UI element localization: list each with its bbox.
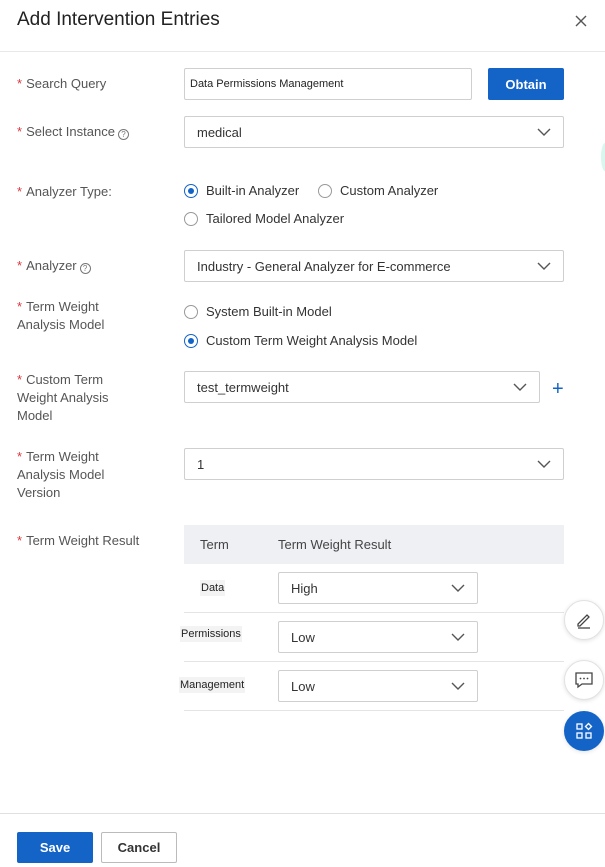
model-version-label: * Term Weight Analysis Model Version — [17, 449, 105, 500]
close-icon[interactable] — [573, 13, 589, 29]
edit-float-button[interactable] — [564, 600, 604, 640]
radio-empty-icon — [318, 184, 332, 198]
required-mark: * — [17, 76, 23, 91]
save-button[interactable]: Save — [17, 832, 93, 863]
select-instance-label: * Select Instance ? — [17, 123, 167, 141]
search-query-label: * Search Query — [17, 76, 107, 91]
add-model-icon[interactable]: + — [552, 378, 564, 400]
apps-icon — [575, 722, 593, 740]
chevron-down-icon — [513, 383, 527, 391]
chevron-down-icon — [537, 262, 551, 270]
chevron-down-icon — [451, 682, 465, 690]
custom-model-dropdown[interactable]: test_termweight — [184, 371, 540, 403]
custom-model-label: * Custom Term Weight Analysis Model — [17, 372, 109, 423]
chevron-down-icon — [537, 128, 551, 136]
apps-float-button[interactable] — [564, 711, 604, 751]
radio-built-in-analyzer[interactable]: Built-in Analyzer — [184, 183, 299, 198]
radio-selected-icon — [184, 334, 198, 348]
required-mark: * — [17, 258, 23, 273]
obtain-button[interactable]: Obtain — [488, 68, 564, 100]
model-version-dropdown[interactable]: 1 — [184, 448, 564, 480]
row-divider — [184, 661, 564, 662]
table-header — [184, 525, 564, 564]
analyzer-type-label: * Analyzer Type: — [17, 184, 112, 199]
feedback-float-button[interactable] — [564, 660, 604, 700]
search-query-input[interactable]: Data Permissions Management — [184, 68, 472, 100]
column-header-result: Term Weight Result — [278, 537, 392, 552]
edit-icon — [575, 611, 593, 629]
required-mark: * — [17, 533, 23, 548]
row-divider — [184, 612, 564, 613]
chevron-down-icon — [451, 584, 465, 592]
table-row-term: Management — [180, 679, 245, 691]
footer-divider — [0, 813, 605, 814]
side-accent — [601, 143, 605, 171]
dialog-header — [0, 0, 605, 52]
cancel-button[interactable]: Cancel — [101, 832, 177, 863]
select-instance-dropdown[interactable]: medical — [184, 116, 564, 148]
radio-custom-analyzer[interactable]: Custom Analyzer — [318, 183, 438, 198]
result-dropdown[interactable]: Low — [278, 670, 478, 702]
chevron-down-icon — [537, 460, 551, 468]
column-header-term: Term — [200, 537, 229, 552]
required-mark: * — [17, 372, 23, 387]
chevron-down-icon — [451, 633, 465, 641]
chat-icon — [574, 671, 594, 689]
result-dropdown[interactable]: Low — [278, 621, 478, 653]
analyzer-dropdown[interactable]: Industry - General Analyzer for E-commerce — [184, 250, 564, 282]
radio-custom-term-weight-model[interactable]: Custom Term Weight Analysis Model — [184, 333, 417, 348]
radio-empty-icon — [184, 305, 198, 319]
required-mark: * — [17, 124, 23, 139]
table-row-term: Data — [201, 582, 225, 594]
required-mark: * — [17, 184, 23, 199]
term-weight-result-label: * Term Weight Result — [17, 533, 140, 548]
dialog-title: Add Intervention Entries — [17, 9, 220, 30]
required-mark: * — [17, 449, 23, 464]
analyzer-label: * Analyzer ? — [17, 257, 167, 275]
help-icon[interactable]: ? — [118, 129, 129, 140]
table-row-term: Permissions — [181, 628, 241, 640]
radio-tailored-model-analyzer[interactable]: Tailored Model Analyzer — [184, 211, 344, 226]
radio-system-built-in-model[interactable]: System Built-in Model — [184, 304, 332, 319]
term-weight-model-label: * Term Weight Analysis Model — [17, 299, 105, 332]
help-icon[interactable]: ? — [80, 263, 91, 274]
radio-empty-icon — [184, 212, 198, 226]
required-mark: * — [17, 299, 23, 314]
row-divider — [184, 710, 564, 711]
radio-selected-icon — [184, 184, 198, 198]
result-dropdown[interactable]: High — [278, 572, 478, 604]
